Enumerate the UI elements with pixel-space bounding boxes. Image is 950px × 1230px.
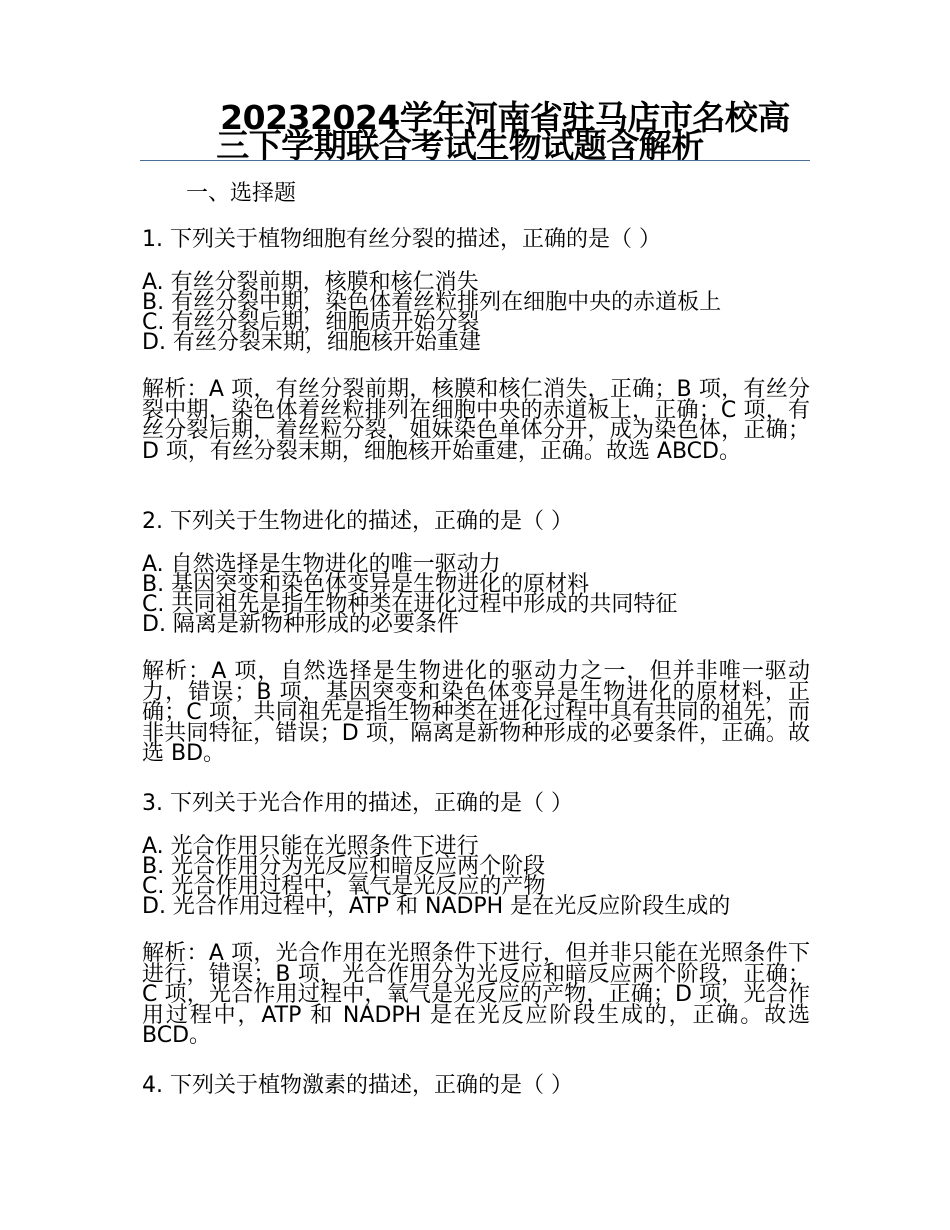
- option-b: B. 光合作用分为光反应和暗反应两个阶段: [142, 854, 546, 879]
- question-1-stem: 1. 下列关于植物细胞有丝分裂的描述，正确的是（ ）: [142, 227, 661, 252]
- question-1-options: [142, 270, 810, 355]
- question-4-stem: 4. 下列关于植物激素的描述，正确的是（ ）: [142, 1073, 573, 1098]
- option-a: A. 自然选择是生物进化的唯一驱动力: [142, 552, 501, 577]
- option-d: D. 有丝分裂末期，细胞核开始重建: [142, 330, 481, 355]
- question-3-analysis: 解析：A 项，光合作用在光照条件下进行，但并非只能在光照条件下进行，错误；B 项，光合作用分为光反应和暗反应两个阶段，正确；C 项，光合作用过程中，氧气是光反应的产物，正确；D 项，光合作用过程中，ATP 和 NADPH 是在光反应阶段生成的，正确。故选 BCD。: [142, 941, 810, 1048]
- section-heading: 一、选择题: [186, 181, 297, 206]
- option-d: D. 隔离是新物种形成的必要条件: [142, 612, 459, 637]
- question-2-options: [142, 552, 810, 637]
- title-divider: [140, 160, 810, 161]
- option-a: A. 有丝分裂前期，核膜和核仁消失: [142, 270, 479, 295]
- option-c: C. 光合作用过程中，氧气是光反应的产物: [142, 874, 546, 899]
- question-3-stem: 3. 下列关于光合作用的描述，正确的是（ ）: [142, 791, 573, 816]
- question-2-analysis: 解析：A 项，自然选择是生物进化的驱动力之一，但并非唯一驱动力，错误；B 项，基因突变和染色体变异是生物进化的原材料，正确；C 项，共同祖先是指生物种类在进化过程中具有共同的祖先，而非共同特征，错误；D 项，隔离是新物种形成的必要条件，正确。故选 BD。: [142, 659, 810, 766]
- title-line-1: 20232024学年河南省驻马店市名校高: [220, 98, 790, 137]
- question-3-options: [142, 834, 810, 919]
- title-line-2: 三下学期联合考试生物试题含解析: [216, 126, 704, 165]
- option-d: D. 光合作用过程中，ATP 和 NADPH 是在光反应阶段生成的: [142, 894, 731, 919]
- option-b: B. 有丝分裂中期，染色体着丝粒排列在细胞中央的赤道板上: [142, 290, 722, 315]
- option-a: A. 光合作用只能在光照条件下进行: [142, 834, 479, 859]
- option-b: B. 基因突变和染色体变异是生物进化的原材料: [142, 572, 590, 597]
- document-title: [140, 98, 810, 165]
- question-1-analysis: 解析：A 项，有丝分裂前期，核膜和核仁消失，正确；B 项，有丝分裂中期，染色体着丝粒排列在细胞中央的赤道板上，正确；C 项，有丝分裂后期，着丝粒分裂，姐妹染色单体分开，成为染色体，正确；D 项，有丝分裂末期，细胞核开始重建，正确。故选 ABCD。: [142, 377, 810, 464]
- option-c: C. 有丝分裂后期，细胞质开始分裂: [142, 310, 480, 335]
- question-2-stem: 2. 下列关于生物进化的描述，正确的是（ ）: [142, 509, 573, 534]
- option-c: C. 共同祖先是指生物种类在进化过程中形成的共同特征: [142, 592, 678, 617]
